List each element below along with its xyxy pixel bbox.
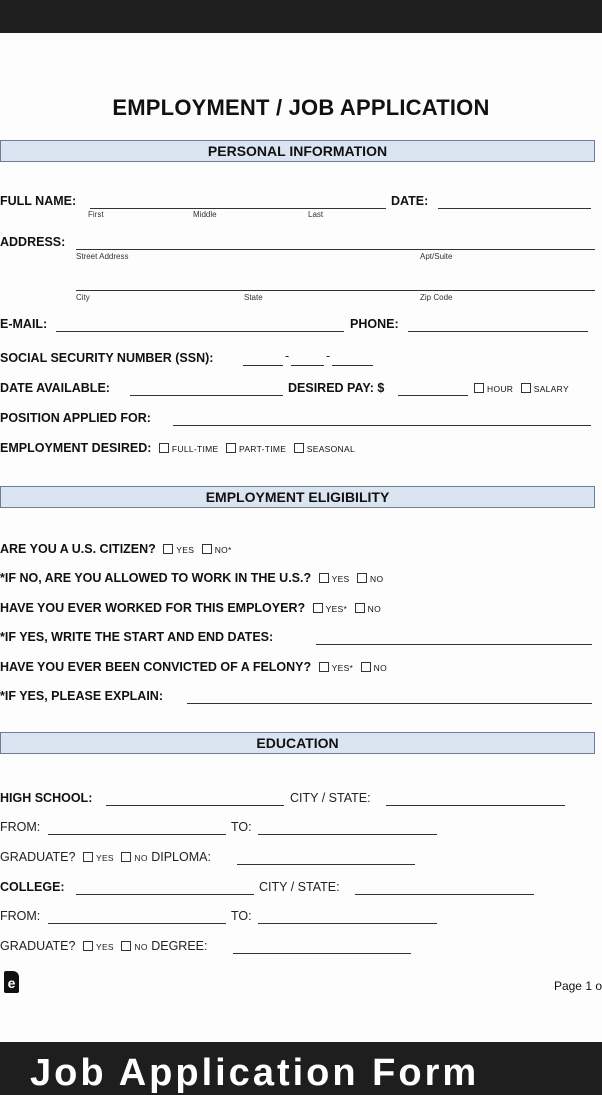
date-field[interactable] <box>438 208 591 209</box>
full-name-label: FULL NAME: <box>0 194 77 208</box>
section-header-eligibility: EMPLOYMENT ELIGIBILITY <box>0 486 595 508</box>
college-from-field[interactable] <box>48 923 226 924</box>
diploma-field[interactable] <box>237 864 415 865</box>
felony-question: HAVE YOU EVER BEEN CONVICTED OF A FELONY? <box>0 660 312 674</box>
citizen-question: ARE YOU A U.S. CITIZEN? <box>0 542 156 556</box>
ssn-label: SOCIAL SECURITY NUMBER (SSN): <box>0 351 214 365</box>
allowed-no-label: NO <box>370 574 384 584</box>
college-label: COLLEGE: <box>0 880 65 894</box>
document-page <box>0 33 602 1042</box>
worked-yes-checkbox[interactable] <box>313 603 323 613</box>
felony-row <box>0 657 387 677</box>
hs-graduate-label: GRADUATE? <box>0 850 76 864</box>
dates-field[interactable] <box>316 644 592 645</box>
city-state-zip-field[interactable] <box>76 290 595 291</box>
citizen-no-checkbox[interactable] <box>202 544 212 554</box>
ssn-field-1[interactable] <box>243 365 283 366</box>
seasonal-checkbox[interactable] <box>294 443 304 453</box>
position-field[interactable] <box>173 425 591 426</box>
position-label: POSITION APPLIED FOR: <box>0 411 151 425</box>
salary-checkbox[interactable] <box>521 383 531 393</box>
citizen-row <box>0 539 232 559</box>
citizen-yes-label: YES <box>176 545 195 555</box>
explain-field[interactable] <box>187 703 592 704</box>
worked-yes-label: YES* <box>325 604 348 614</box>
page-title: EMPLOYMENT / JOB APPLICATION <box>112 95 490 120</box>
zip-sublabel: Zip Code <box>420 293 453 302</box>
hs-from-label: FROM: <box>0 820 41 834</box>
page-number: Page 1 o <box>553 979 602 993</box>
college-graduate-row <box>0 936 207 956</box>
date-available-label: DATE AVAILABLE: <box>0 381 110 395</box>
street-sublabel: Street Address <box>76 252 129 261</box>
hs-graduate-no-label: NO <box>134 853 148 863</box>
first-sublabel: First <box>88 210 104 219</box>
ssn-dash-1: - <box>285 349 290 363</box>
allowed-question: *IF NO, ARE YOU ALLOWED TO WORK IN THE U.S.? <box>0 571 312 585</box>
hs-city-state-label: CITY / STATE: <box>290 791 371 805</box>
date-label: DATE: <box>391 194 429 208</box>
hs-graduate-yes-label: YES <box>95 853 114 863</box>
ssn-dash-2: - <box>326 349 331 363</box>
hs-to-label: TO: <box>231 820 252 834</box>
worked-question: HAVE YOU EVER WORKED FOR THIS EMPLOYER? <box>0 601 306 615</box>
full-time-checkbox[interactable] <box>159 443 169 453</box>
college-graduate-label: GRADUATE? <box>0 939 76 953</box>
phone-label: PHONE: <box>350 317 399 331</box>
hour-label: HOUR <box>487 384 514 394</box>
hs-from-field[interactable] <box>48 834 226 835</box>
part-time-label: PART-TIME <box>239 444 287 454</box>
phone-field[interactable] <box>408 331 588 332</box>
citizen-yes-checkbox[interactable] <box>163 544 173 554</box>
degree-field[interactable] <box>233 953 411 954</box>
college-graduate-no-label: NO <box>134 942 148 952</box>
esign-logo-icon: e <box>4 971 19 993</box>
apt-sublabel: Apt/Suite <box>420 252 453 261</box>
college-from-label: FROM: <box>0 909 41 923</box>
desired-pay-field[interactable] <box>398 395 468 396</box>
desired-pay-label: DESIRED PAY: $ <box>288 381 385 395</box>
part-time-checkbox[interactable] <box>226 443 236 453</box>
felony-no-checkbox[interactable] <box>361 662 371 672</box>
ssn-field-3[interactable] <box>332 365 373 366</box>
worked-row <box>0 598 381 618</box>
address-label: ADDRESS: <box>0 235 66 249</box>
worked-no-checkbox[interactable] <box>355 603 365 613</box>
high-school-field[interactable] <box>106 805 284 806</box>
college-city-state-label: CITY / STATE: <box>259 880 340 894</box>
allowed-yes-checkbox[interactable] <box>319 573 329 583</box>
allowed-no-checkbox[interactable] <box>357 573 367 583</box>
dates-label: *IF YES, WRITE THE START AND END DATES: <box>0 630 274 644</box>
section-header-personal: PERSONAL INFORMATION <box>0 140 595 162</box>
felony-no-label: NO <box>373 663 388 673</box>
employment-desired-row <box>0 438 355 458</box>
caption-banner-text: Job Application Form <box>30 1052 480 1094</box>
allowed-row <box>0 568 383 588</box>
high-school-label: HIGH SCHOOL: <box>0 791 93 805</box>
date-available-field[interactable] <box>130 395 283 396</box>
degree-label: DEGREE: <box>151 939 208 953</box>
pay-type-options <box>470 378 569 398</box>
last-sublabel: Last <box>308 210 324 219</box>
full-name-field[interactable] <box>90 208 386 209</box>
email-field[interactable] <box>56 331 344 332</box>
college-graduate-yes-checkbox[interactable] <box>83 941 93 951</box>
college-city-state-field[interactable] <box>355 894 534 895</box>
salary-label: SALARY <box>533 384 569 394</box>
college-graduate-yes-label: YES <box>95 942 114 952</box>
hs-graduate-no-checkbox[interactable] <box>121 852 131 862</box>
explain-label: *IF YES, PLEASE EXPLAIN: <box>0 689 164 703</box>
full-time-label: FULL-TIME <box>171 444 219 454</box>
college-to-field[interactable] <box>258 923 437 924</box>
citizen-no-label: NO* <box>214 545 232 555</box>
state-sublabel: State <box>244 293 263 302</box>
hs-city-state-field[interactable] <box>386 805 565 806</box>
hs-graduate-row <box>0 847 211 867</box>
seasonal-label: SEASONAL <box>306 444 355 454</box>
hs-to-field[interactable] <box>258 834 437 835</box>
middle-sublabel: Middle <box>193 210 217 219</box>
hour-checkbox[interactable] <box>474 383 484 393</box>
email-label: E-MAIL: <box>0 317 48 331</box>
allowed-yes-label: YES <box>331 574 350 584</box>
section-header-education: EDUCATION <box>0 732 595 754</box>
ssn-field-2[interactable] <box>291 365 324 366</box>
felony-yes-label: YES* <box>331 663 354 673</box>
employment-desired-label: EMPLOYMENT DESIRED: <box>0 441 152 455</box>
diploma-label: DIPLOMA: <box>151 850 211 864</box>
felony-yes-checkbox[interactable] <box>319 662 329 672</box>
street-address-field[interactable] <box>76 249 595 250</box>
hs-graduate-yes-checkbox[interactable] <box>83 852 93 862</box>
college-to-label: TO: <box>231 909 252 923</box>
college-graduate-no-checkbox[interactable] <box>121 941 131 951</box>
college-field[interactable] <box>76 894 254 895</box>
caption-banner <box>0 1042 602 1094</box>
worked-no-label: NO <box>367 604 381 614</box>
city-sublabel: City <box>76 293 90 302</box>
